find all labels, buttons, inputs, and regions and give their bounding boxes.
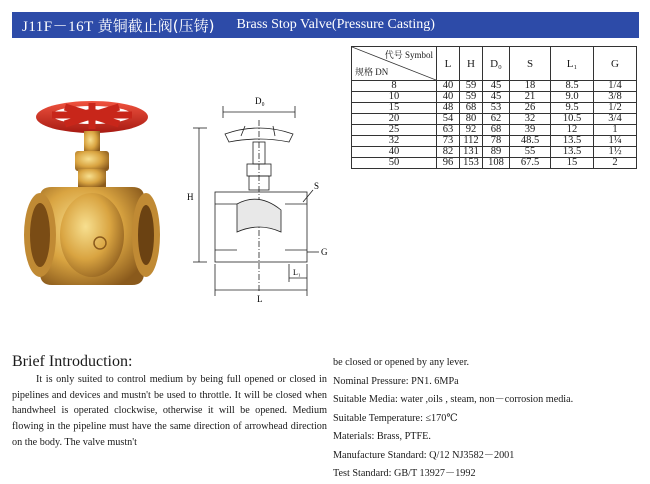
- column-header: S: [510, 47, 551, 81]
- section-drawing: [185, 92, 335, 307]
- cell-L₁: 9.0: [551, 92, 594, 103]
- valve-photo: [20, 95, 170, 305]
- spec-media: Suitable Media: water ,oils , steam, non－corrosion media.: [333, 394, 574, 405]
- header-symbol: 代号 Symbol: [384, 50, 433, 60]
- table-row: [352, 136, 637, 147]
- cell-S: 67.5: [510, 158, 551, 169]
- header-dn: 规格 DN: [355, 67, 389, 77]
- table-row: [352, 114, 637, 125]
- table-row: [352, 125, 637, 136]
- cell-D₀: 108: [483, 158, 510, 169]
- cell-L: 40: [437, 81, 460, 92]
- table-row: [352, 103, 637, 114]
- cell-L: 40: [437, 92, 460, 103]
- cell-L: 73: [437, 136, 460, 147]
- cell-H: 131: [460, 147, 483, 158]
- column-header: H: [460, 47, 483, 81]
- cell-S: 48.5: [510, 136, 551, 147]
- cell-H: 112: [460, 136, 483, 147]
- cell-G: 3/4: [594, 114, 637, 125]
- cell-D₀: 78: [483, 136, 510, 147]
- spec-test: Test Standard: GB/T 13927－1992: [333, 468, 476, 479]
- cell-G: 1/4: [594, 81, 637, 92]
- cell-dn: 8: [352, 81, 437, 92]
- label-l1: L₁: [293, 268, 301, 277]
- table-row: [352, 81, 637, 92]
- cell-G: 1/2: [594, 103, 637, 114]
- cell-dn: 32: [352, 136, 437, 147]
- cell-H: 59: [460, 92, 483, 103]
- cell-L: 96: [437, 158, 460, 169]
- cell-S: 55: [510, 147, 551, 158]
- cell-L: 82: [437, 147, 460, 158]
- table-corner-header: [352, 47, 437, 81]
- cell-dn: 10: [352, 92, 437, 103]
- intro-continuation: be closed or opened by any lever.: [333, 357, 470, 368]
- cell-H: 92: [460, 125, 483, 136]
- cell-D₀: 68: [483, 125, 510, 136]
- cell-dn: 25: [352, 125, 437, 136]
- label-s: S: [314, 181, 320, 191]
- intro-text: It is only suited to control medium by being full opened or closed in pipelines and devices and mustn't be used to throttle. It will be closed when handwheel is operated clockwise, otherwise it will be opened. Medium flowing in the pipeline must have the same direction of arrowhead direction on the body. The valve mustn't: [12, 374, 327, 448]
- cell-H: 68: [460, 103, 483, 114]
- cell-D₀: 53: [483, 103, 510, 114]
- model-code: J11F－16T: [22, 18, 94, 35]
- cell-S: 26: [510, 103, 551, 114]
- spec-manufacture: Manufacture Standard: Q/12 NJ3582－2001: [333, 449, 515, 461]
- column-header: L₁: [551, 47, 594, 81]
- cell-S: 32: [510, 114, 551, 125]
- cell-G: 2: [594, 158, 637, 169]
- spec-materials: Materials: Brass, PTFE.: [333, 431, 431, 442]
- cell-L₁: 8.5: [551, 81, 594, 92]
- label-g: G: [321, 247, 328, 257]
- cell-L₁: 13.5: [551, 136, 594, 147]
- cell-L₁: 9.5: [551, 103, 594, 114]
- cell-dn: 40: [352, 147, 437, 158]
- cell-L: 54: [437, 114, 460, 125]
- label-d0: D₀: [255, 96, 265, 106]
- column-header: G: [594, 47, 637, 81]
- cell-L₁: 13.5: [551, 147, 594, 158]
- cell-L: 48: [437, 103, 460, 114]
- cell-G: 1¼: [594, 136, 637, 147]
- cell-D₀: 62: [483, 114, 510, 125]
- table-row: [352, 92, 637, 103]
- cell-G: 1½: [594, 147, 637, 158]
- english-title: Brass Stop Valve(Pressure Casting): [236, 17, 435, 32]
- specification-table: [351, 46, 637, 169]
- cell-dn: 50: [352, 158, 437, 169]
- intro-title: Brief Introduction:: [12, 353, 133, 370]
- cell-L₁: 15: [551, 158, 594, 169]
- column-header: D₀: [483, 47, 510, 81]
- cell-G: 3/8: [594, 92, 637, 103]
- title-banner: [12, 12, 639, 38]
- column-header: L: [437, 47, 460, 81]
- table-row: [352, 147, 637, 158]
- valve-technical-drawing: [185, 92, 335, 307]
- spec-list: [333, 354, 643, 484]
- label-h: H: [187, 192, 194, 202]
- intro-paragraph: [12, 372, 327, 451]
- cell-dn: 20: [352, 114, 437, 125]
- cell-G: 1: [594, 125, 637, 136]
- label-l: L: [257, 294, 263, 304]
- cell-H: 80: [460, 114, 483, 125]
- cell-D₀: 89: [483, 147, 510, 158]
- cell-dn: 15: [352, 103, 437, 114]
- cell-S: 39: [510, 125, 551, 136]
- cell-L₁: 10.5: [551, 114, 594, 125]
- table-row: [352, 158, 637, 169]
- valve-illustration: [20, 95, 170, 305]
- spec-pressure: Nominal Pressure: PN1. 6MPa: [333, 375, 459, 387]
- spec-temperature: Suitable Temperature: ≤170℃: [333, 412, 458, 424]
- chinese-title: 黄铜截止阀(压铸): [97, 16, 215, 35]
- cell-H: 59: [460, 81, 483, 92]
- cell-H: 153: [460, 158, 483, 169]
- cell-D₀: 45: [483, 92, 510, 103]
- cell-D₀: 45: [483, 81, 510, 92]
- table-header-row: [352, 47, 637, 81]
- cell-L₁: 12: [551, 125, 594, 136]
- cell-L: 63: [437, 125, 460, 136]
- cell-S: 18: [510, 81, 551, 92]
- cell-S: 21: [510, 92, 551, 103]
